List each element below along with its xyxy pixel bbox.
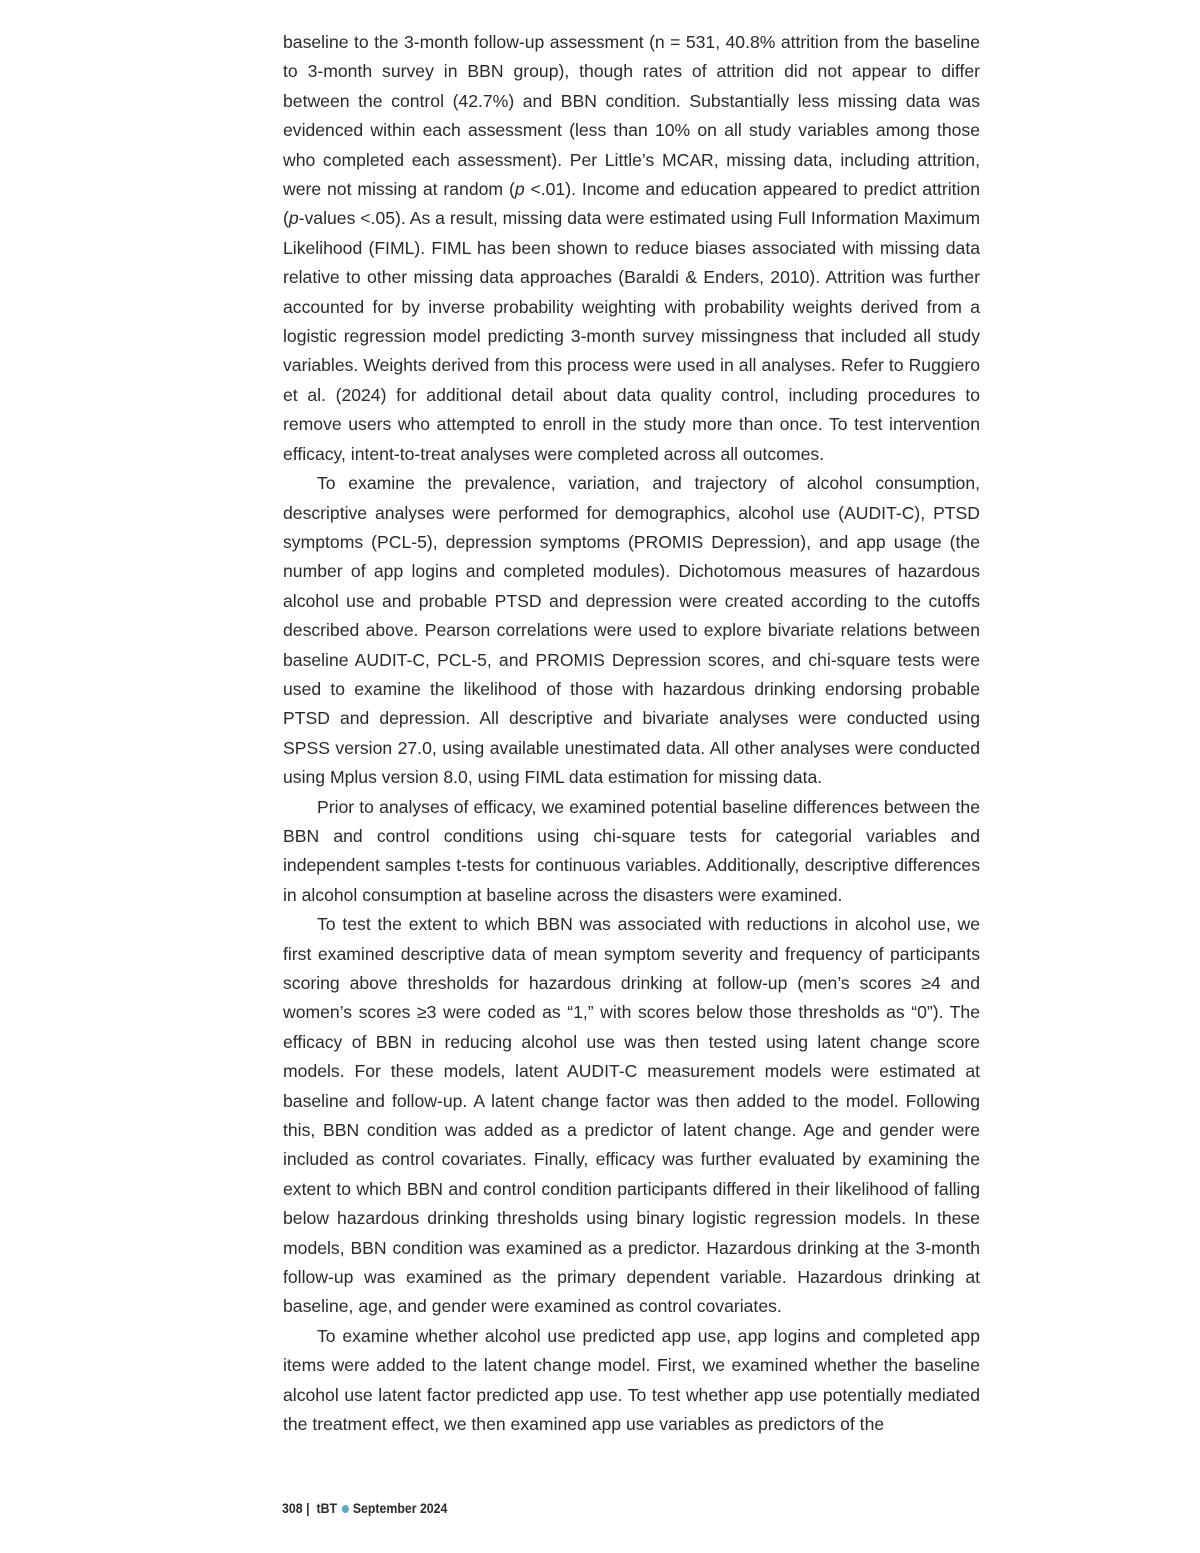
paragraph-1 — [283, 28, 980, 469]
text-run: baseline to the 3-month follow-up assessment (n = 531, 40.8% attrition from the baseline to 3-month survey in BBN group), though rates of attrition did not appear to differ between the control (42.7%) and BBN condition. Substantially less missing data was evidenced within each assessment (less than 10% on all study variables among those who completed each assessment). Per Little’s MCAR, missing data, including attrition, were not missing at random ( — [283, 32, 980, 200]
bullet-dot-icon — [341, 1505, 348, 1513]
italic-run: p — [514, 179, 525, 200]
text-run: To examine whether alcohol use predicted app use, app logins and completed app items were added to the latent change model. First, we examined whether the baseline alcohol use latent factor predicted app use. To test whether app use potentially mediated the treatment effect, we then examined app use variables as predictors of the — [283, 1325, 980, 1435]
article-body — [283, 28, 980, 1440]
paragraph-5 — [283, 1322, 980, 1440]
page-number: 308 — [282, 1500, 303, 1516]
text-run: <.01). Income and education appeared to predict attrition ( — [283, 179, 980, 229]
issue-date: September 2024 — [352, 1500, 448, 1516]
journal-name: tBT — [316, 1500, 337, 1516]
text-run: To examine the prevalence, variation, and trajectory of alcohol consumption, descriptive analyses were performed for demographics, alcohol use (AUDIT-C), PTSD symptoms (PCL-5), depression symptoms (PROMIS Depression), and app usage (the number of app logins and completed modules). Dichotomous measures of hazardous alcohol use and probable PTSD and depression were created according to the cutoffs described above. Pearson correlations were used to explore bivariate relations between baseline AUDIT-C, PCL-5, and PROMIS Depression scores, and chi-square tests were used to examine the likelihood of those with hazardous drinking endorsing probable PTSD and depression. All descriptive and bivariate analyses were conducted using SPSS version 27.0, using available unestimated data. All other analyses were conducted using Mplus version 8.0, using FIML data estimation for missing data. — [283, 473, 980, 788]
text-run: Prior to analyses of efficacy, we examined potential baseline differences between the BBN and control conditions using chi-square tests for categorial variables and independent samples t-tests for continuous variables. Additionally, descriptive differences in alcohol consumption at baseline across the disasters were examined. — [283, 796, 980, 905]
paragraph-3 — [283, 793, 980, 911]
footer-separator: | — [306, 1500, 310, 1516]
text-run: -values <.05). As a result, missing data were estimated using Full Information Maximum Likelihood (FIML). FIML has been shown to reduce biases associated with missing data relative to other missing data approaches (Baraldi & Enders, 2010). Attrition was further accounted for by inverse probability weighting with probability weights derived from a logistic regression model predicting 3-month survey missingness that included all study variables. Weights derived from this process were used in all analyses. Refer to Ruggiero et al. (2024) for additional detail about data quality control, including procedures to remove users who attempted to enroll in the study more than once. To test intervention efficacy, intent-to-treat analyses were completed across all outcomes. — [283, 208, 980, 464]
italic-run: p — [288, 208, 299, 229]
paragraph-4 — [283, 910, 980, 1322]
text-run: To test the extent to which BBN was associated with reductions in alcohol use, we first examined descriptive data of mean symptom severity and frequency of participants scoring above thresholds for hazardous drinking at follow-up (men’s scores ≥4 and women’s scores ≥3 were coded as “1,” with scores below those thresholds as “0”). The efficacy of BBN in reducing alcohol use was then tested using latent change score models. For these models, latent AUDIT-C measurement models were estimated at baseline and follow-up. A latent change factor was then added to the model. Following this, BBN condition was added as a predictor of latent change. Age and gender were included as control covariates. Finally, efficacy was further evaluated by examining the extent to which BBN and control condition participants differed in their likelihood of falling below hazardous drinking thresholds using binary logistic regression models. In these models, BBN condition was examined as a predictor. Hazardous drinking at the 3-month follow-up was examined as the primary dependent variable. Hazardous drinking at baseline, age, and gender were examined as control covariates. — [283, 914, 980, 1317]
page-footer — [282, 1500, 447, 1516]
paragraph-2 — [283, 469, 980, 792]
